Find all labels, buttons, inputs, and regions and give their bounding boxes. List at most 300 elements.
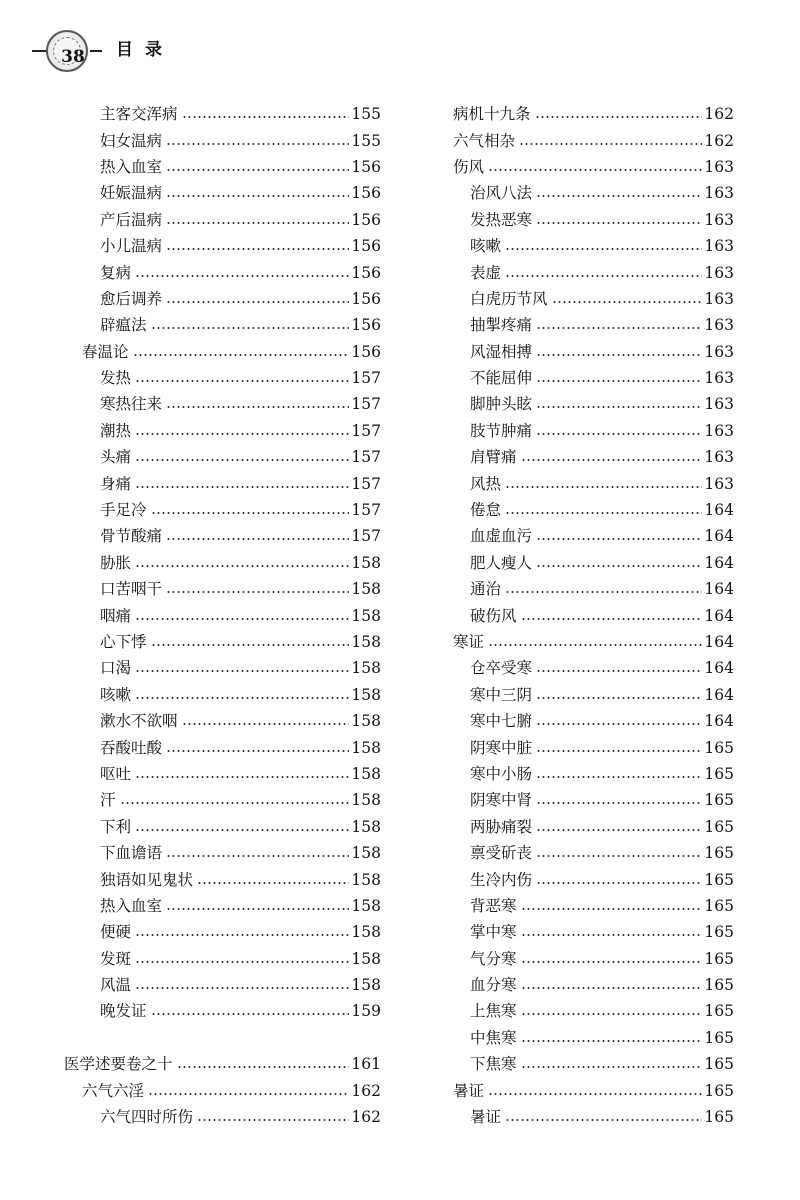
dot-leader	[521, 987, 703, 989]
toc-entry-title: 吞酸吐酸	[100, 738, 163, 757]
dot-leader	[519, 143, 702, 145]
page-header	[0, 28, 800, 76]
toc-entry-title: 独语如见鬼状	[100, 870, 194, 889]
toc-entry-page: 164	[704, 712, 734, 731]
toc-entry-title: 白虎历节风	[470, 289, 548, 308]
toc-entry-title: 手足冷	[100, 501, 147, 520]
toc-entry	[64, 286, 381, 312]
toc-entry	[64, 101, 381, 127]
toc-entry-page: 164	[704, 685, 734, 704]
toc-entry-page: 164	[704, 501, 734, 520]
toc-entry	[64, 418, 381, 444]
dot-leader	[133, 354, 350, 356]
toc-entry	[453, 497, 734, 523]
toc-entry-page: 165	[704, 896, 734, 915]
toc-entry-title: 咳嗽	[100, 685, 132, 704]
toc-entry-title: 表虚	[470, 263, 502, 282]
toc-entry-title: 发斑	[100, 949, 132, 968]
toc-entry-page: 163	[704, 395, 734, 414]
toc-entry-title: 气分寒	[470, 949, 517, 968]
dot-leader	[166, 855, 349, 857]
toc-entry-page: 158	[351, 633, 381, 651]
toc-entry-title: 寒中三阴	[470, 685, 533, 704]
toc-entry	[453, 207, 734, 233]
toc-entry-page: 163	[704, 448, 734, 467]
toc-entry-title: 上焦寒	[470, 1002, 517, 1021]
toc-entry	[64, 127, 381, 153]
toc-entry-page: 165	[704, 1055, 734, 1074]
toc-entry-title: 头痛	[100, 448, 132, 467]
toc-entry-title: 咳嗽	[470, 237, 502, 256]
toc-entry-title: 小儿温病	[100, 237, 163, 256]
toc-entry-title: 产后温病	[100, 210, 163, 229]
toc-entry-page: 158	[351, 659, 381, 678]
dot-leader	[521, 908, 703, 910]
toc-entry	[64, 180, 381, 206]
toc-entry	[453, 629, 734, 655]
toc-entry-page: 157	[351, 448, 381, 467]
toc-entry-title: 身痛	[100, 474, 132, 493]
toc-entry	[64, 602, 381, 628]
toc-entry-title: 暑证	[453, 1081, 485, 1100]
toc-entry-page: 164	[704, 633, 734, 651]
toc-entry-title: 肥人瘦人	[470, 553, 533, 572]
toc-entry-title: 口渴	[100, 659, 132, 678]
toc-entry-title: 伤风	[453, 157, 485, 176]
toc-entry-page: 157	[351, 474, 381, 493]
toc-entry-page: 165	[704, 738, 734, 757]
toc-entry-page: 157	[351, 527, 381, 546]
toc-entry-title: 通治	[470, 580, 502, 599]
toc-entry-page: 158	[351, 844, 381, 863]
dot-leader	[521, 459, 703, 461]
toc-entry	[453, 893, 734, 919]
toc-entry-title: 呕吐	[100, 764, 132, 783]
dot-leader	[536, 195, 702, 197]
page-number-badge	[46, 30, 88, 72]
toc-entry	[64, 1051, 381, 1077]
toc-entry-page: 163	[704, 289, 734, 308]
toc-entry	[453, 444, 734, 470]
toc-entry-page: 164	[704, 606, 734, 625]
dot-leader	[535, 116, 703, 118]
header-rule-right	[90, 50, 102, 52]
toc-entry-title: 风湿相搏	[470, 342, 533, 361]
dot-leader	[166, 248, 349, 250]
toc-entry	[453, 154, 734, 180]
toc-entry-page: 162	[351, 1081, 381, 1100]
toc-entry-title: 肢节肿痛	[470, 421, 533, 440]
toc-entry	[453, 259, 734, 285]
toc-entry	[453, 576, 734, 602]
dot-leader	[536, 433, 702, 435]
dot-leader	[521, 961, 703, 963]
toc-entry-title: 汗	[100, 791, 116, 810]
toc-spacer	[64, 1025, 381, 1051]
toc-entry-title: 春温论	[82, 342, 129, 361]
toc-entry-page: 162	[704, 131, 734, 150]
toc-entry-page: 165	[704, 844, 734, 863]
toc-entry-title: 热入血室	[100, 157, 163, 176]
toc-entry-title: 妊娠温病	[100, 184, 163, 203]
dot-leader	[148, 1093, 349, 1095]
header-rule-left	[32, 50, 46, 52]
toc-entry-title: 医学述要卷之十	[64, 1055, 173, 1074]
toc-entry-page: 158	[351, 870, 381, 889]
toc-entry-title: 热入血室	[100, 896, 163, 915]
dot-leader	[135, 486, 349, 488]
toc-entry-title: 便硬	[100, 923, 132, 942]
dot-leader	[135, 565, 349, 567]
toc-entry-page: 163	[704, 316, 734, 335]
toc-entry-page: 158	[351, 976, 381, 995]
toc-entry-page: 156	[351, 289, 381, 308]
dot-leader	[151, 327, 350, 329]
dot-leader	[135, 829, 349, 831]
toc-entry	[64, 523, 381, 549]
toc-entry-title: 破伤风	[470, 606, 517, 625]
toc-entry	[453, 391, 734, 417]
dot-leader	[536, 406, 702, 408]
dot-leader	[521, 1066, 703, 1068]
dot-leader	[505, 512, 702, 514]
toc-entry-title: 仓卒受寒	[470, 659, 533, 678]
toc-entry-page: 163	[704, 342, 734, 361]
toc-entry	[64, 576, 381, 602]
dot-leader	[536, 380, 702, 382]
toc-entry-title: 潮热	[100, 421, 132, 440]
dot-leader	[536, 565, 702, 567]
toc-entry	[453, 470, 734, 496]
dot-leader	[536, 222, 702, 224]
toc-entry-page: 165	[704, 1002, 734, 1021]
dot-leader	[135, 380, 349, 382]
toc-entry-title: 发热恶寒	[470, 210, 533, 229]
toc-entry-title: 禀受斫丧	[470, 844, 533, 863]
toc-entry-title: 下血谵语	[100, 844, 163, 863]
toc-entry-page: 163	[704, 157, 734, 176]
toc-entry-page: 157	[351, 421, 381, 440]
toc-entry	[64, 1104, 381, 1130]
toc-entry	[64, 787, 381, 813]
toc-entry-title: 晚发证	[100, 1002, 147, 1021]
toc-entry-page: 162	[704, 105, 734, 124]
dot-leader	[135, 618, 349, 620]
toc-entry-title: 寒中小肠	[470, 764, 533, 783]
page-number: 38	[61, 47, 85, 67]
toc-left-column	[64, 101, 381, 1130]
dot-leader	[536, 802, 702, 804]
toc-entry-title: 脚肿头眩	[470, 395, 533, 414]
dot-leader	[151, 644, 350, 646]
toc-entry-page: 165	[704, 817, 734, 836]
toc-entry-title: 寒中七腑	[470, 712, 533, 731]
section-title: 目录	[116, 40, 174, 60]
dot-leader	[488, 169, 702, 171]
toc-entry	[453, 682, 734, 708]
toc-entry-title: 病机十九条	[453, 105, 531, 124]
toc-entry-page: 158	[351, 738, 381, 757]
dot-leader	[521, 1040, 703, 1042]
toc-entry	[453, 919, 734, 945]
toc-entry	[453, 840, 734, 866]
toc-entry	[64, 1077, 381, 1103]
dot-leader	[151, 512, 350, 514]
toc-entry-title: 风热	[470, 474, 502, 493]
dot-leader	[536, 697, 702, 699]
dot-leader	[488, 644, 702, 646]
toc-entry	[64, 497, 381, 523]
toc-entry	[64, 893, 381, 919]
toc-entry-title: 发热	[100, 369, 132, 388]
toc-entry	[64, 840, 381, 866]
toc-entry-title: 六气四时所伤	[100, 1108, 194, 1127]
toc-entry	[453, 286, 734, 312]
toc-entry-page: 163	[704, 369, 734, 388]
toc-entry-title: 血虚血污	[470, 527, 533, 546]
toc-entry-title: 下焦寒	[470, 1055, 517, 1074]
toc-entry-page: 158	[351, 580, 381, 599]
toc-entry-title: 两胁痛裂	[470, 817, 533, 836]
toc-entry	[64, 866, 381, 892]
dot-leader	[536, 327, 702, 329]
toc-entry-title: 六气相杂	[453, 131, 516, 150]
toc-entry	[64, 339, 381, 365]
dot-leader	[505, 591, 702, 593]
toc-entry-title: 暑证	[470, 1108, 502, 1127]
toc-entry	[453, 814, 734, 840]
toc-entry	[64, 470, 381, 496]
toc-entry-page: 156	[351, 157, 381, 176]
toc-entry-page: 157	[351, 501, 381, 520]
dot-leader	[536, 855, 702, 857]
dot-leader	[166, 591, 349, 593]
dot-leader	[166, 538, 349, 540]
toc-entry-page: 158	[351, 553, 381, 572]
toc-entry-title: 背恶寒	[470, 896, 517, 915]
dot-leader	[135, 961, 349, 963]
dot-leader	[521, 618, 703, 620]
dot-leader	[197, 1119, 349, 1121]
toc-entry-page: 155	[351, 105, 381, 124]
toc-entry	[64, 259, 381, 285]
toc-right-column	[453, 101, 734, 1130]
toc-entry-page: 164	[704, 553, 734, 572]
toc-entry-page: 156	[351, 184, 381, 203]
dot-leader	[536, 538, 702, 540]
dot-leader	[536, 882, 702, 884]
toc-entry-page: 163	[704, 184, 734, 203]
dot-leader	[536, 354, 702, 356]
toc-entry-title: 血分寒	[470, 976, 517, 995]
toc-entry-page: 158	[351, 896, 381, 915]
toc-entry-page: 165	[704, 764, 734, 783]
toc-entry-page: 163	[704, 210, 734, 229]
toc-entry-page: 163	[704, 263, 734, 282]
toc-entry	[64, 391, 381, 417]
dot-leader	[166, 750, 349, 752]
toc-entry-title: 阴寒中脏	[470, 738, 533, 757]
toc-entry	[64, 207, 381, 233]
toc-entry-page: 165	[704, 1028, 734, 1047]
toc-entry-title: 不能屈伸	[470, 369, 533, 388]
dot-leader	[166, 406, 349, 408]
toc-entry-title: 下利	[100, 817, 132, 836]
dot-leader	[182, 723, 350, 725]
dot-leader	[135, 275, 349, 277]
toc-entry-page: 165	[704, 949, 734, 968]
dot-leader	[135, 776, 349, 778]
dot-leader	[536, 670, 702, 672]
toc-entry-page: 163	[704, 237, 734, 256]
toc-entry-page: 164	[704, 580, 734, 599]
dot-leader	[505, 248, 702, 250]
toc-entry-page: 156	[351, 342, 381, 361]
dot-leader	[166, 908, 349, 910]
toc-entry	[64, 444, 381, 470]
toc-entry	[64, 972, 381, 998]
toc-entry	[453, 1051, 734, 1077]
toc-entry	[64, 814, 381, 840]
dot-leader	[505, 1119, 702, 1121]
dot-leader	[488, 1093, 702, 1095]
toc-entry	[453, 1077, 734, 1103]
dot-leader	[521, 1013, 703, 1015]
toc-entry-page: 164	[704, 659, 734, 678]
toc-entry-title: 生冷内伤	[470, 870, 533, 889]
toc-entry-page: 158	[351, 712, 381, 731]
dot-leader	[135, 934, 349, 936]
toc-entry-page: 158	[351, 685, 381, 704]
toc-entry-page: 158	[351, 949, 381, 968]
toc-entry-page: 158	[351, 791, 381, 810]
toc-entry	[64, 655, 381, 681]
toc-entry-title: 心下悸	[100, 633, 147, 651]
toc-entry-page: 159	[351, 1002, 381, 1021]
toc-entry-page: 164	[704, 527, 734, 546]
toc-entry	[453, 708, 734, 734]
toc-entry	[64, 365, 381, 391]
toc-entry-title: 寒热往来	[100, 395, 163, 414]
dot-leader	[135, 459, 349, 461]
toc-entry-page: 156	[351, 210, 381, 229]
toc-entry-title: 倦怠	[470, 501, 502, 520]
toc-entry-page: 156	[351, 237, 381, 256]
dot-leader	[135, 697, 349, 699]
toc-entry	[64, 946, 381, 972]
dot-leader	[505, 486, 702, 488]
toc-entry-page: 161	[351, 1055, 381, 1074]
toc-entry	[453, 787, 734, 813]
toc-entry-title: 主客交浑病	[100, 105, 178, 124]
toc-entry	[453, 127, 734, 153]
toc-entry-page: 165	[704, 870, 734, 889]
toc-entry	[64, 154, 381, 180]
dot-leader	[166, 222, 349, 224]
toc-entry-page: 165	[704, 1081, 734, 1100]
dot-leader	[521, 934, 703, 936]
toc-entry-page: 163	[704, 474, 734, 493]
dot-leader	[536, 723, 702, 725]
toc-entry-title: 寒证	[453, 633, 485, 651]
toc-entry	[64, 629, 381, 655]
toc-entry-title: 六气六淫	[82, 1081, 145, 1100]
toc-entry-title: 治风八法	[470, 184, 533, 203]
toc-entry-page: 165	[704, 923, 734, 942]
dot-leader	[182, 116, 350, 118]
toc-entry-title: 掌中寒	[470, 923, 517, 942]
toc-entry	[453, 233, 734, 259]
dot-leader	[177, 1066, 350, 1068]
toc-entry	[453, 998, 734, 1024]
toc-entry	[453, 866, 734, 892]
dot-leader	[536, 776, 702, 778]
dot-leader	[552, 301, 703, 303]
toc-entry-page: 156	[351, 263, 381, 282]
toc-entry	[453, 602, 734, 628]
toc-entry	[64, 550, 381, 576]
toc-entry-title: 口苦咽干	[100, 580, 163, 599]
toc-entry-title: 阴寒中肾	[470, 791, 533, 810]
dot-leader	[166, 169, 349, 171]
toc-entry-title: 愈后调养	[100, 289, 163, 308]
toc-entry	[453, 365, 734, 391]
toc-entry-page: 163	[704, 421, 734, 440]
toc-entry-title: 咽痛	[100, 606, 132, 625]
toc-entry	[453, 761, 734, 787]
toc-entry	[64, 919, 381, 945]
toc-entry-page: 162	[351, 1108, 381, 1127]
toc-entry-title: 中焦寒	[470, 1028, 517, 1047]
toc-entry	[64, 998, 381, 1024]
toc-entry-page: 155	[351, 131, 381, 150]
toc-entry	[453, 1025, 734, 1051]
badge-ornament	[53, 37, 85, 67]
toc-entry	[453, 550, 734, 576]
dot-leader	[197, 882, 349, 884]
toc-entry	[453, 946, 734, 972]
toc-entry	[453, 312, 734, 338]
toc-entry-page: 158	[351, 817, 381, 836]
dot-leader	[151, 1013, 350, 1015]
toc-entry-title: 骨节酸痛	[100, 527, 163, 546]
toc-entry	[453, 523, 734, 549]
toc-entry-page: 165	[704, 791, 734, 810]
toc-entry	[64, 233, 381, 259]
toc-entry-page: 157	[351, 369, 381, 388]
dot-leader	[166, 143, 349, 145]
toc-entry	[64, 682, 381, 708]
dot-leader	[135, 433, 349, 435]
toc-entry	[453, 1104, 734, 1130]
toc-entry-title: 妇女温病	[100, 131, 163, 150]
toc-entry-page: 165	[704, 1108, 734, 1127]
dot-leader	[120, 802, 350, 804]
dot-leader	[166, 195, 349, 197]
toc-entry	[64, 761, 381, 787]
toc-entry-page: 158	[351, 764, 381, 783]
dot-leader	[536, 829, 702, 831]
toc-entry	[453, 339, 734, 365]
toc-entry-title: 风温	[100, 976, 132, 995]
toc-entry	[453, 734, 734, 760]
toc-entry-page: 158	[351, 923, 381, 942]
toc-entry	[453, 972, 734, 998]
toc-entry-title: 抽掣疼痛	[470, 316, 533, 335]
toc-entry	[453, 180, 734, 206]
dot-leader	[536, 750, 702, 752]
toc-entry-title: 辟瘟法	[100, 316, 147, 335]
